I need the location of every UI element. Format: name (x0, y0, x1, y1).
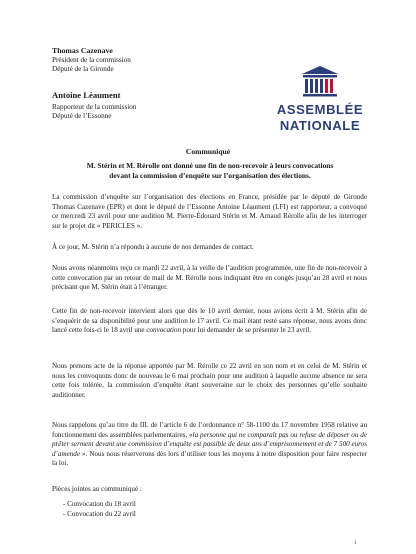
attachment-item[interactable]: - Convocation du 18 avril (63, 500, 136, 508)
paragraph-6-italic: la personne qui ne comparaît pas ou refuse de déposer ou de prêter serment devant une commission d’enquête est passible de deux ans d’emprisonnement et de 7 500 euros d’amende (52, 430, 367, 458)
attachments-heading: Pièces jointes au communiqué : (52, 485, 142, 493)
headline (60, 161, 360, 180)
paragraph-1: La commission d’enquête sur l’organisation des élections en France, présidée par le député de Gironde Thomas Cazenave (EPR) et dont le député de l’Essonne Antoine Léaument (LFI) est rapporteur, a convoqué ce mercredi 23 avril pour une audition M. Pierre-Édouard Stérin et M. Arnaud Rérolle afin de les interroger sur le projet dit « PERICLES ». (52, 193, 367, 230)
page-number: 1 (354, 540, 357, 546)
president-constituency: Député de la Gironde (52, 65, 114, 73)
rapporteur-name: Antoine Léaument (52, 90, 121, 100)
signatory-president (52, 46, 131, 75)
paragraph-6-text: Nous rappelons qu’au titre du III. de l’article 6 de l’ordonnance n° 58-1100 du 17 novembre 1958 relative au fonctionnement des assemblées parlementaires, « (52, 421, 367, 439)
assemblee-nationale-logo (272, 60, 368, 140)
paragraph-2: À ce jour, M. Stérin n’a répondu à aucune de nos demandes de contact. (52, 243, 254, 251)
rapporteur-role: Rapporteur de la commission (52, 102, 137, 111)
headline-line1: M. Stérin et M. Rérolle ont donné une fin de non-recevoir à leurs convocations (86, 161, 334, 170)
hemicycle-icon (272, 60, 368, 104)
rapporteur-constituency: Député de l’Essonne (52, 112, 112, 120)
president-role: Président de la commission (52, 55, 131, 64)
attachments-list (52, 499, 136, 519)
paragraph-6-tail: ». Nous nous réserverons dès lors d’utiliser tous les moyens à notre disposition pour faire respecter la loi. (52, 449, 367, 468)
paragraph-4-tail: pour lui demander de se présenter le 23 avril. (181, 326, 312, 335)
paragraph-6 (52, 421, 367, 469)
attachment-item[interactable]: - Convocation du 22 avril (63, 510, 136, 518)
paragraph-5: Nous prenons acte de la réponse apportée par M. Rérolle ce 22 avril en son nom et en celui de M. Stérin et nous les convoquons donc de nouveau le 6 mai prochain pour une audition à laquelle aucune absence ne sera cette fois tolérée, la commission d’enquête étant souveraine sur le choix des personnes qu’elle souhaite auditionner. (52, 362, 367, 399)
paragraph-4-text: Cette fin de non-recevoir intervient alors que dès le 10 avril dernier, nous avions écrit à M. Stérin afin de s’enquérir de sa disponibilité pour une audition le 17 avril. Ce mail étant resté sans réponse, nous avons donc lancé cette fois-ci le 18 avril une (52, 307, 367, 335)
paragraph-4 (52, 307, 367, 336)
signatory-rapporteur (52, 91, 136, 122)
president-name: Thomas Cazenave (52, 46, 113, 55)
headline-line2: devant la commission d’enquête sur l’organisation des élections. (109, 170, 311, 180)
logo-line1: ASSEMBLÉE (276, 102, 364, 117)
communique-title: Communiqué (185, 147, 231, 156)
logo-line2: NATIONALE (279, 118, 361, 133)
paragraph-4-italic: convocation (146, 326, 182, 335)
paragraph-3: Nous avons néanmoins reçu ce mardi 22 avril, à la veille de l’audition programmée, une fin de non-recevoir à cette convocation par un retour de mail de M. Rérolle nous indiquant être en congés jusqu’au 28 avril et nous précisant que M. Stérin était à l’étranger. (52, 264, 367, 292)
